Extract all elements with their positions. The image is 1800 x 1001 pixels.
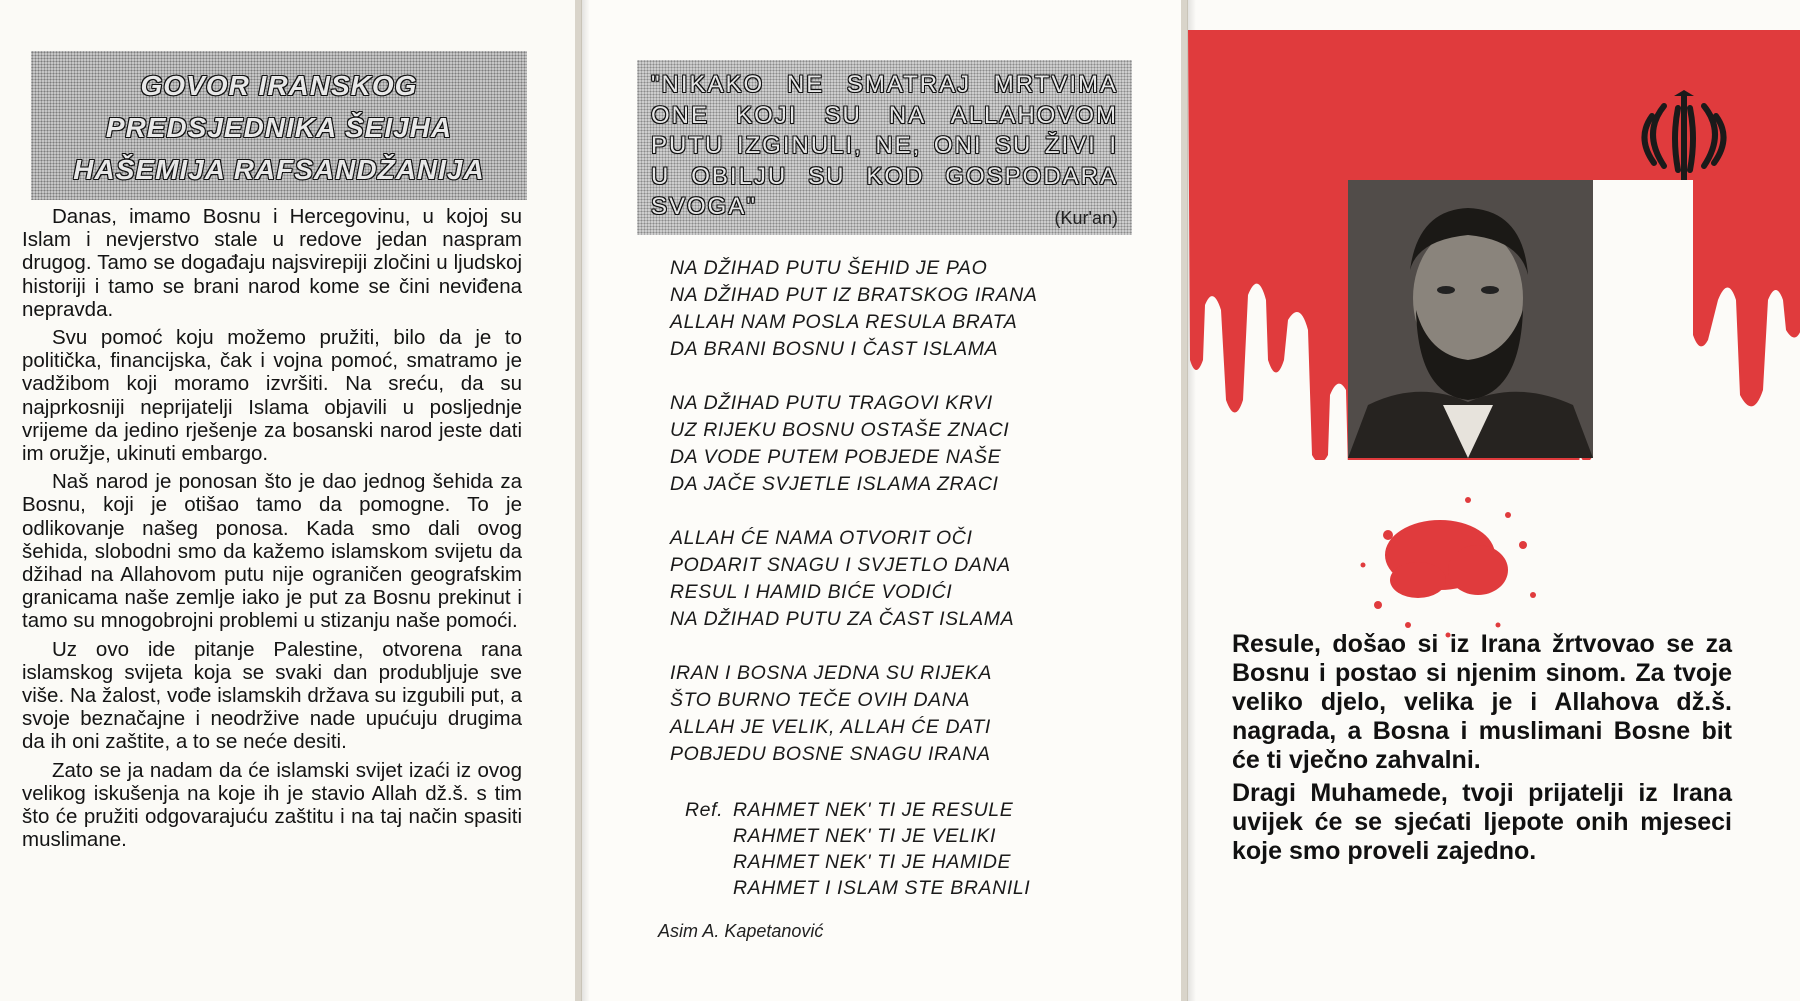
poem-line: ALLAH JE VELIK, ALLAH ĆE DATI: [670, 716, 991, 738]
poem-line: NA DŽIHAD PUT IZ BRATSKOG IRANA: [670, 284, 1038, 306]
poem-stanza: [670, 525, 1130, 633]
poem-line: IRAN I BOSNA JEDNA SU RIJEKA: [670, 662, 993, 684]
quote-source: (Kur'an): [1054, 207, 1118, 228]
poem-line: RESUL I HAMID BIĆE VODIĆI: [670, 581, 953, 603]
iran-emblem-icon: [1634, 88, 1734, 188]
poem-refrain: [685, 797, 1030, 901]
memorial-message: [1232, 630, 1732, 870]
message-paragraph: Dragi Muhamede, tvoji prijatelji iz Irana uvijek će se sjećati ljepote onih mjeseci koje smo proveli zajedno.: [1232, 779, 1732, 865]
poem-line: DA VODE PUTEM POBJEDE NAŠE: [670, 446, 1002, 468]
poem-line: NA DŽIHAD PUTU ŠEHID JE PAO: [670, 257, 988, 279]
refrain-line: RAHMET NEK' TI JE RESULE: [733, 799, 1014, 821]
poem-line: ALLAH ĆE NAMA OTVORIT OČI: [670, 527, 973, 549]
message-paragraph: Resule, došao si iz Irana žrtvovao se za Bosnu i postao si njenim sinom. Za tvoje veliko djelo, velika je i Allahova dž.š. nagrada, a Bosna i muslimani Bosne bit će ti vječno zahvalni.: [1232, 630, 1732, 774]
poem-line: POBJEDU BOSNE SNAGU IRANA: [670, 743, 991, 765]
poem: [670, 255, 1130, 795]
speech-paragraph: Uz ovo ide pitanje Palestine, otvorena rana islamskog svijeta koja se svaki dan produbljuje sve više. Na žalost, vođe islamskih država su izgubili put, a svoje beznačajne i neodržive nade upućuju drugima da ih oni zaštite, a to se neće desiti.: [22, 637, 522, 754]
poem-author: Asim A. Kapetanović: [658, 921, 824, 941]
poem-stanza: [670, 660, 1130, 768]
quran-quote-box: [637, 60, 1132, 235]
portrait-photo: [1348, 180, 1593, 458]
refrain-line: RAHMET I ISLAM STE BRANILI: [733, 877, 1031, 899]
fold-shadow: [582, 0, 590, 1001]
refrain-line: RAHMET NEK' TI JE HAMIDE: [733, 851, 1012, 873]
speech-text: [22, 205, 522, 856]
poem-stanza: [670, 255, 1130, 363]
speech-paragraph: Svu pomoć koju možemo pružiti, bilo da je to politička, financijska, čak i vojna pomoć, smatramo je vadžibom koji moramo izvršiti. Na sreću, da su najprkosniji neprijatelji Islama objavili u posljednje vrijeme da jedino rješenje za bosanski narod jeste dati im oružje, ukinuti embargo.: [22, 326, 522, 466]
speech-paragraph: Danas, imamo Bosnu i Hercegovinu, u kojoj su Islam i nevjerstvo stale u redove jedan naspram drugog. Tamo se događaju najsvirepiji zločini u ljudskoj historiji i tamo se brani narod kome se čini neviđena nepravda.: [22, 205, 522, 321]
poem-panel: [581, 0, 1181, 1001]
refrain-line: RAHMET NEK' TI JE VELIKI: [733, 825, 997, 847]
speech-paragraph: Naš narod je ponosan što je dao jednog šehida za Bosnu, koji je otišao tamo da pomogne. To je odlikovanje našeg ponosa. Kada smo dali ovog šehida, slobodni smo da kažemo islamskom svijetu da džihad na Allahovom putu nije ograničen geografskim granicama naše zemlje iako je put za Bosnu prekinut i tamo su mnogobrojni problemi u stizanju naše pomoći.: [22, 470, 522, 633]
poem-line: DA BRANI BOSNU I ČAST ISLAMA: [670, 338, 999, 360]
poem-line: ALLAH NAM POSLA RESULA BRATA: [670, 311, 1018, 333]
poem-line: NA DŽIHAD PUTU ZA ČAST ISLAMA: [670, 608, 1015, 630]
poem-line: DA JAČE SVJETLE ISLAMA ZRACI: [670, 473, 999, 495]
speech-title-box: [31, 51, 527, 200]
title-line: GOVOR IRANSKOG: [140, 70, 418, 101]
quote-line: PUTU IZGINULI, NE, ONI SU ŽIVI I: [651, 132, 1118, 159]
poem-line: UZ RIJEKU BOSNU OSTAŠE ZNACI: [670, 419, 1010, 441]
quote-line: SVOGA": [651, 193, 757, 220]
quote-line: "NIKAKO NE SMATRAJ MRTVIMA: [651, 71, 1118, 98]
memorial-panel: [1187, 0, 1800, 1001]
title-line: PREDSJEDNIKA ŠEIJHA: [105, 112, 453, 143]
quote-line: ONE KOJI SU NA ALLAHOVOM: [651, 101, 1118, 129]
poem-line: PODARIT SNAGU I SVJETLO DANA: [670, 554, 1011, 576]
title-line: HAŠEMIJA RAFSANDŽANIJA: [73, 154, 485, 185]
poem-line: ŠTO BURNO TEČE OVIH DANA: [670, 689, 971, 711]
speech-paragraph: Zato se ja nadam da će islamski svijet izaći iz ovog velikog iskušenja na koje ih je stavio Allah dž.š. s tim što će pružiti odgovarajuću zaštitu i na taj način spasiti muslimane.: [22, 758, 522, 852]
poem-line: NA DŽIHAD PUTU TRAGOVI KRVI: [670, 392, 993, 414]
speech-panel: [0, 0, 575, 1001]
refrain-label: Ref.: [685, 799, 724, 821]
poem-stanza: [670, 390, 1130, 498]
quote-line: U OBILJU SU KOD GOSPODARA: [651, 162, 1118, 190]
